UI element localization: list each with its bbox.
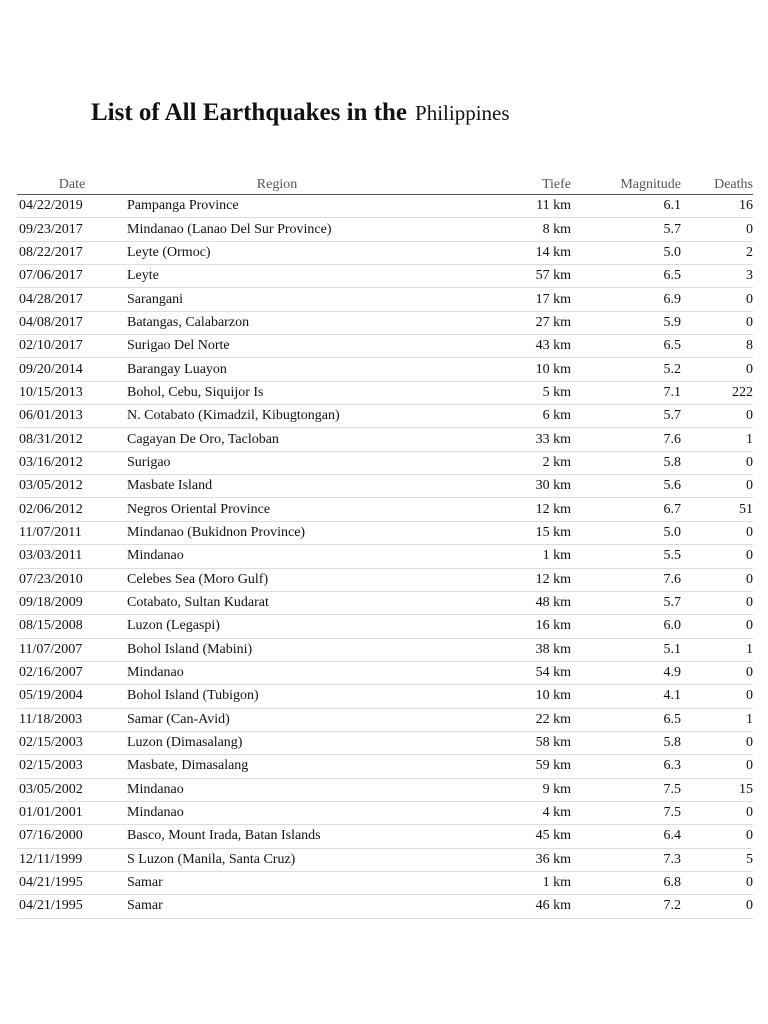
cell-deaths: 0 bbox=[681, 358, 753, 381]
cell-deaths: 0 bbox=[681, 871, 753, 894]
cell-tiefe: 15 km bbox=[427, 521, 571, 544]
cell-date: 07/06/2017 bbox=[17, 265, 127, 288]
cell-region: Leyte (Ormoc) bbox=[127, 241, 427, 264]
cell-tiefe: 10 km bbox=[427, 358, 571, 381]
cell-magnitude: 5.6 bbox=[571, 475, 681, 498]
cell-date: 09/23/2017 bbox=[17, 218, 127, 241]
cell-region: Mindanao bbox=[127, 778, 427, 801]
cell-date: 05/19/2004 bbox=[17, 685, 127, 708]
cell-tiefe: 16 km bbox=[427, 615, 571, 638]
cell-date: 07/16/2000 bbox=[17, 825, 127, 848]
column-header-tiefe: Tiefe bbox=[427, 171, 571, 195]
cell-tiefe: 4 km bbox=[427, 801, 571, 824]
cell-deaths: 0 bbox=[681, 615, 753, 638]
table-body bbox=[17, 195, 753, 919]
cell-magnitude: 5.8 bbox=[571, 451, 681, 474]
cell-magnitude: 5.8 bbox=[571, 731, 681, 754]
table-row bbox=[17, 731, 753, 754]
table-header bbox=[17, 171, 753, 195]
table-row bbox=[17, 335, 753, 358]
cell-deaths: 1 bbox=[681, 428, 753, 451]
cell-deaths: 1 bbox=[681, 708, 753, 731]
cell-tiefe: 36 km bbox=[427, 848, 571, 871]
cell-region: N. Cotabato (Kimadzil, Kibugtongan) bbox=[127, 405, 427, 428]
table-row bbox=[17, 685, 753, 708]
cell-magnitude: 7.2 bbox=[571, 895, 681, 918]
cell-tiefe: 27 km bbox=[427, 311, 571, 334]
cell-deaths: 222 bbox=[681, 381, 753, 404]
cell-tiefe: 12 km bbox=[427, 568, 571, 591]
cell-date: 02/16/2007 bbox=[17, 661, 127, 684]
cell-region: Pampanga Province bbox=[127, 195, 427, 218]
table-row bbox=[17, 381, 753, 404]
cell-deaths: 2 bbox=[681, 241, 753, 264]
table-row bbox=[17, 661, 753, 684]
cell-deaths: 0 bbox=[681, 451, 753, 474]
cell-deaths: 1 bbox=[681, 638, 753, 661]
cell-magnitude: 5.7 bbox=[571, 405, 681, 428]
cell-tiefe: 33 km bbox=[427, 428, 571, 451]
cell-magnitude: 7.1 bbox=[571, 381, 681, 404]
cell-magnitude: 5.7 bbox=[571, 591, 681, 614]
cell-tiefe: 22 km bbox=[427, 708, 571, 731]
table-row bbox=[17, 825, 753, 848]
cell-date: 02/10/2017 bbox=[17, 335, 127, 358]
cell-date: 04/21/1995 bbox=[17, 871, 127, 894]
cell-date: 09/18/2009 bbox=[17, 591, 127, 614]
cell-region: Basco, Mount Irada, Batan Islands bbox=[127, 825, 427, 848]
table-row bbox=[17, 498, 753, 521]
cell-tiefe: 8 km bbox=[427, 218, 571, 241]
table-row bbox=[17, 311, 753, 334]
table-row bbox=[17, 591, 753, 614]
cell-deaths: 0 bbox=[681, 591, 753, 614]
cell-deaths: 0 bbox=[681, 545, 753, 568]
cell-deaths: 51 bbox=[681, 498, 753, 521]
cell-deaths: 0 bbox=[681, 475, 753, 498]
cell-region: Mindanao (Bukidnon Province) bbox=[127, 521, 427, 544]
cell-tiefe: 6 km bbox=[427, 405, 571, 428]
table-header-row bbox=[17, 171, 753, 195]
cell-magnitude: 6.7 bbox=[571, 498, 681, 521]
page-title-main: List of All Earthquakes in the bbox=[91, 99, 408, 126]
cell-tiefe: 48 km bbox=[427, 591, 571, 614]
table-row bbox=[17, 848, 753, 871]
table-row bbox=[17, 871, 753, 894]
cell-region: Barangay Luayon bbox=[127, 358, 427, 381]
cell-deaths: 0 bbox=[681, 731, 753, 754]
cell-region: Mindanao bbox=[127, 545, 427, 568]
table-row bbox=[17, 241, 753, 264]
cell-deaths: 0 bbox=[681, 521, 753, 544]
cell-deaths: 0 bbox=[681, 661, 753, 684]
cell-region: Masbate, Dimasalang bbox=[127, 755, 427, 778]
cell-region: Cotabato, Sultan Kudarat bbox=[127, 591, 427, 614]
table-row bbox=[17, 568, 753, 591]
cell-region: Samar bbox=[127, 895, 427, 918]
cell-tiefe: 30 km bbox=[427, 475, 571, 498]
cell-region: S Luzon (Manila, Santa Cruz) bbox=[127, 848, 427, 871]
cell-date: 11/07/2007 bbox=[17, 638, 127, 661]
cell-deaths: 15 bbox=[681, 778, 753, 801]
cell-tiefe: 58 km bbox=[427, 731, 571, 754]
table-row bbox=[17, 755, 753, 778]
cell-region: Surigao bbox=[127, 451, 427, 474]
cell-magnitude: 5.0 bbox=[571, 241, 681, 264]
cell-date: 04/28/2017 bbox=[17, 288, 127, 311]
cell-region: Mindanao bbox=[127, 801, 427, 824]
cell-date: 07/23/2010 bbox=[17, 568, 127, 591]
cell-magnitude: 6.5 bbox=[571, 708, 681, 731]
cell-magnitude: 6.3 bbox=[571, 755, 681, 778]
cell-magnitude: 5.9 bbox=[571, 311, 681, 334]
cell-date: 01/01/2001 bbox=[17, 801, 127, 824]
cell-magnitude: 5.7 bbox=[571, 218, 681, 241]
cell-date: 08/15/2008 bbox=[17, 615, 127, 638]
table-row bbox=[17, 288, 753, 311]
cell-deaths: 0 bbox=[681, 311, 753, 334]
cell-deaths: 0 bbox=[681, 825, 753, 848]
cell-region: Samar bbox=[127, 871, 427, 894]
cell-date: 03/16/2012 bbox=[17, 451, 127, 474]
cell-date: 02/06/2012 bbox=[17, 498, 127, 521]
cell-date: 10/15/2013 bbox=[17, 381, 127, 404]
cell-deaths: 0 bbox=[681, 288, 753, 311]
cell-magnitude: 7.5 bbox=[571, 801, 681, 824]
cell-tiefe: 9 km bbox=[427, 778, 571, 801]
cell-magnitude: 6.5 bbox=[571, 265, 681, 288]
cell-tiefe: 59 km bbox=[427, 755, 571, 778]
cell-tiefe: 1 km bbox=[427, 545, 571, 568]
cell-tiefe: 38 km bbox=[427, 638, 571, 661]
cell-region: Batangas, Calabarzon bbox=[127, 311, 427, 334]
cell-date: 11/18/2003 bbox=[17, 708, 127, 731]
cell-date: 03/05/2002 bbox=[17, 778, 127, 801]
cell-magnitude: 5.5 bbox=[571, 545, 681, 568]
cell-deaths: 0 bbox=[681, 218, 753, 241]
cell-deaths: 3 bbox=[681, 265, 753, 288]
cell-magnitude: 7.6 bbox=[571, 568, 681, 591]
cell-deaths: 5 bbox=[681, 848, 753, 871]
cell-date: 06/01/2013 bbox=[17, 405, 127, 428]
cell-tiefe: 43 km bbox=[427, 335, 571, 358]
cell-magnitude: 5.1 bbox=[571, 638, 681, 661]
cell-magnitude: 6.1 bbox=[571, 195, 681, 218]
cell-magnitude: 6.0 bbox=[571, 615, 681, 638]
cell-region: Masbate Island bbox=[127, 475, 427, 498]
table-row bbox=[17, 218, 753, 241]
cell-date: 08/31/2012 bbox=[17, 428, 127, 451]
table-row bbox=[17, 545, 753, 568]
cell-region: Celebes Sea (Moro Gulf) bbox=[127, 568, 427, 591]
table-row bbox=[17, 405, 753, 428]
cell-deaths: 0 bbox=[681, 895, 753, 918]
cell-tiefe: 10 km bbox=[427, 685, 571, 708]
column-header-date: Date bbox=[17, 171, 127, 195]
cell-magnitude: 5.0 bbox=[571, 521, 681, 544]
cell-tiefe: 1 km bbox=[427, 871, 571, 894]
cell-region: Cagayan De Oro, Tacloban bbox=[127, 428, 427, 451]
cell-deaths: 16 bbox=[681, 195, 753, 218]
table-row bbox=[17, 615, 753, 638]
cell-region: Negros Oriental Province bbox=[127, 498, 427, 521]
cell-magnitude: 7.5 bbox=[571, 778, 681, 801]
cell-date: 03/05/2012 bbox=[17, 475, 127, 498]
table-row bbox=[17, 521, 753, 544]
cell-region: Luzon (Legaspi) bbox=[127, 615, 427, 638]
cell-magnitude: 4.1 bbox=[571, 685, 681, 708]
cell-deaths: 0 bbox=[681, 568, 753, 591]
cell-date: 02/15/2003 bbox=[17, 731, 127, 754]
cell-date: 09/20/2014 bbox=[17, 358, 127, 381]
cell-region: Luzon (Dimasalang) bbox=[127, 731, 427, 754]
column-header-magnitude: Magnitude bbox=[571, 171, 681, 195]
cell-region: Surigao Del Norte bbox=[127, 335, 427, 358]
cell-tiefe: 11 km bbox=[427, 195, 571, 218]
cell-magnitude: 7.6 bbox=[571, 428, 681, 451]
cell-tiefe: 14 km bbox=[427, 241, 571, 264]
cell-tiefe: 54 km bbox=[427, 661, 571, 684]
page-title-country: Philippines bbox=[415, 101, 510, 125]
cell-tiefe: 5 km bbox=[427, 381, 571, 404]
table-row bbox=[17, 265, 753, 288]
cell-date: 03/03/2011 bbox=[17, 545, 127, 568]
cell-date: 02/15/2003 bbox=[17, 755, 127, 778]
cell-tiefe: 17 km bbox=[427, 288, 571, 311]
page-title bbox=[91, 92, 510, 130]
table-row bbox=[17, 451, 753, 474]
table-row bbox=[17, 708, 753, 731]
cell-region: Bohol Island (Tubigon) bbox=[127, 685, 427, 708]
cell-tiefe: 46 km bbox=[427, 895, 571, 918]
table-row bbox=[17, 895, 753, 918]
cell-magnitude: 5.2 bbox=[571, 358, 681, 381]
cell-deaths: 8 bbox=[681, 335, 753, 358]
cell-region: Mindanao bbox=[127, 661, 427, 684]
cell-region: Samar (Can-Avid) bbox=[127, 708, 427, 731]
cell-deaths: 0 bbox=[681, 685, 753, 708]
cell-region: Bohol Island (Mabini) bbox=[127, 638, 427, 661]
column-header-deaths: Deaths bbox=[681, 171, 753, 195]
cell-date: 04/21/1995 bbox=[17, 895, 127, 918]
cell-tiefe: 57 km bbox=[427, 265, 571, 288]
cell-magnitude: 6.8 bbox=[571, 871, 681, 894]
cell-region: Bohol, Cebu, Siquijor Is bbox=[127, 381, 427, 404]
column-header-region: Region bbox=[127, 171, 427, 195]
cell-tiefe: 12 km bbox=[427, 498, 571, 521]
cell-magnitude: 4.9 bbox=[571, 661, 681, 684]
cell-deaths: 0 bbox=[681, 405, 753, 428]
cell-tiefe: 2 km bbox=[427, 451, 571, 474]
cell-date: 04/22/2019 bbox=[17, 195, 127, 218]
cell-date: 11/07/2011 bbox=[17, 521, 127, 544]
cell-deaths: 0 bbox=[681, 801, 753, 824]
cell-magnitude: 6.4 bbox=[571, 825, 681, 848]
table-row bbox=[17, 428, 753, 451]
table-row bbox=[17, 358, 753, 381]
cell-region: Leyte bbox=[127, 265, 427, 288]
table-row bbox=[17, 801, 753, 824]
cell-tiefe: 45 km bbox=[427, 825, 571, 848]
cell-date: 08/22/2017 bbox=[17, 241, 127, 264]
table-row bbox=[17, 195, 753, 218]
cell-region: Mindanao (Lanao Del Sur Province) bbox=[127, 218, 427, 241]
table-row bbox=[17, 638, 753, 661]
cell-deaths: 0 bbox=[681, 755, 753, 778]
earthquake-table bbox=[17, 171, 753, 919]
cell-magnitude: 6.5 bbox=[571, 335, 681, 358]
cell-date: 04/08/2017 bbox=[17, 311, 127, 334]
cell-date: 12/11/1999 bbox=[17, 848, 127, 871]
table-row bbox=[17, 778, 753, 801]
cell-magnitude: 7.3 bbox=[571, 848, 681, 871]
cell-region: Sarangani bbox=[127, 288, 427, 311]
cell-magnitude: 6.9 bbox=[571, 288, 681, 311]
table-row bbox=[17, 475, 753, 498]
